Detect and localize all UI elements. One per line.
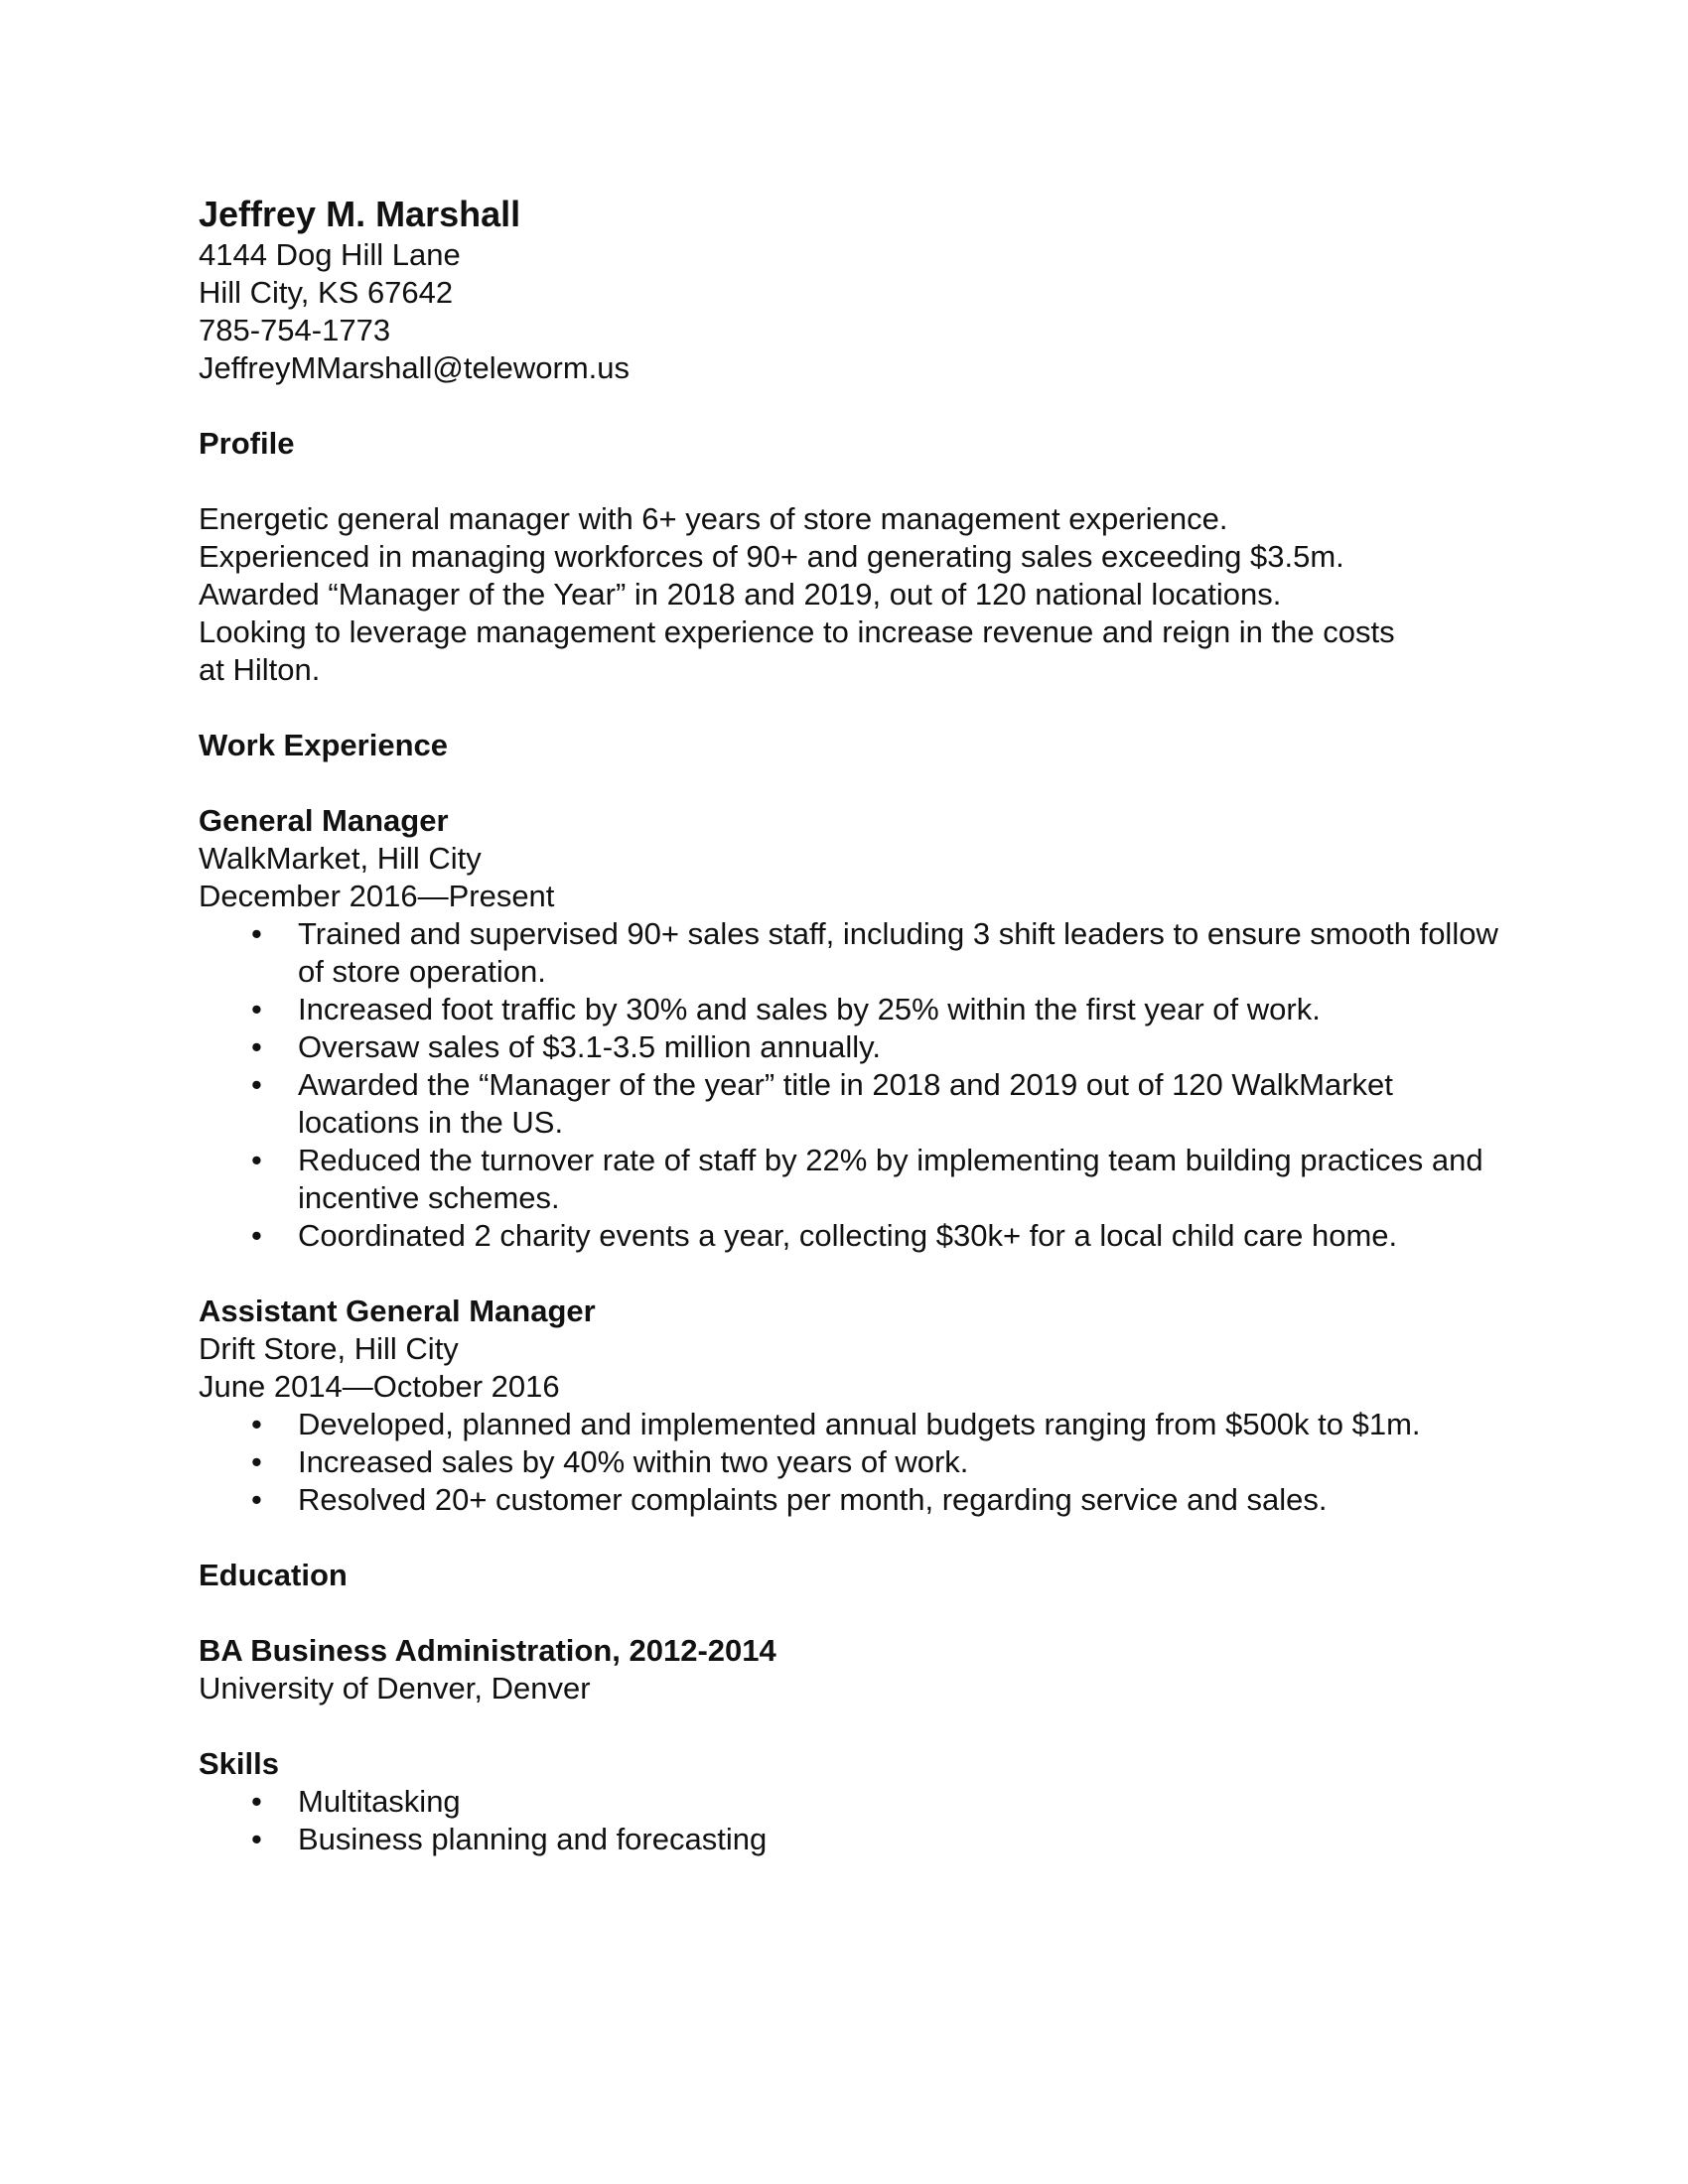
profile-line: Looking to leverage management experience to increase revenue and reign in the costs bbox=[199, 614, 1395, 649]
address-line-1: 4144 Dog Hill Lane bbox=[199, 237, 461, 272]
bullet-icon: • bbox=[251, 1067, 262, 1102]
phone-number: 785-754-1773 bbox=[199, 313, 391, 347]
job-bullet-text: Oversaw sales of $3.1-3.5 million annually. bbox=[298, 1029, 881, 1064]
skills-list bbox=[199, 1783, 1509, 1858]
bullet-icon: • bbox=[251, 1822, 262, 1856]
bullet-icon: • bbox=[251, 1218, 262, 1253]
skill-item bbox=[199, 1783, 1509, 1821]
email-address: JeffreyMMarshall@teleworm.us bbox=[199, 350, 631, 385]
job-bullet-text: Coordinated 2 charity events a year, collecting $30k+ for a local child care home. bbox=[298, 1218, 1398, 1253]
job-company: Drift Store, Hill City bbox=[199, 1331, 459, 1366]
skill-text: Business planning and forecasting bbox=[298, 1822, 768, 1856]
job-bullet-text: Reduced the turnover rate of staff by 22% by implementing team building practices and incentive schemes. bbox=[298, 1143, 1483, 1215]
profile-line: Energetic general manager with 6+ years of store management experience. bbox=[199, 501, 1228, 536]
job-bullet bbox=[199, 1406, 1509, 1443]
profile-heading: Profile bbox=[199, 426, 295, 461]
education-school: University of Denver, Denver bbox=[199, 1671, 591, 1706]
skill-text: Multitasking bbox=[298, 1784, 461, 1819]
job-bullet bbox=[199, 991, 1509, 1028]
bullet-icon: • bbox=[251, 1143, 262, 1177]
bullet-icon: • bbox=[251, 1444, 262, 1479]
bullet-icon: • bbox=[251, 916, 262, 951]
address-line-2: Hill City, KS 67642 bbox=[199, 275, 454, 310]
profile-line: at Hilton. bbox=[199, 652, 321, 687]
job-title: General Manager bbox=[199, 803, 449, 838]
resume-page bbox=[199, 195, 1509, 1858]
job-bullet bbox=[199, 1066, 1509, 1142]
bullet-icon: • bbox=[251, 1482, 262, 1517]
job-bullet bbox=[199, 1028, 1509, 1066]
work-experience-heading: Work Experience bbox=[199, 728, 448, 762]
job-bullet-text: Resolved 20+ customer complaints per month, regarding service and sales. bbox=[298, 1482, 1328, 1517]
job-bullet-text: Developed, planned and implemented annual budgets ranging from $500k to $1m. bbox=[298, 1407, 1421, 1441]
job-company: WalkMarket, Hill City bbox=[199, 841, 482, 876]
job-bullet bbox=[199, 1142, 1509, 1217]
job-bullet-text: Increased sales by 40% within two years of work. bbox=[298, 1444, 969, 1479]
skills-heading: Skills bbox=[199, 1746, 279, 1781]
job-bullet bbox=[199, 915, 1509, 991]
job-bullet bbox=[199, 1217, 1509, 1255]
bullet-icon: • bbox=[251, 1784, 262, 1819]
job-dates: December 2016—Present bbox=[199, 879, 555, 913]
job-bullet bbox=[199, 1481, 1509, 1519]
job-bullet-text: Trained and supervised 90+ sales staff, including 3 shift leaders to ensure smooth follow of store operation. bbox=[298, 916, 1498, 989]
job-title: Assistant General Manager bbox=[199, 1294, 596, 1328]
job-dates: June 2014—October 2016 bbox=[199, 1369, 560, 1404]
job-bullet-list bbox=[199, 915, 1509, 1255]
job-bullet-text: Awarded the “Manager of the year” title in 2018 and 2019 out of 120 WalkMarket locations in the US. bbox=[298, 1067, 1393, 1140]
skill-item bbox=[199, 1821, 1509, 1858]
candidate-name: Jeffrey M. Marshall bbox=[199, 194, 521, 234]
education-degree: BA Business Administration, 2012-2014 bbox=[199, 1633, 776, 1668]
bullet-icon: • bbox=[251, 992, 262, 1026]
profile-line: Experienced in managing workforces of 90+ and generating sales exceeding $3.5m. bbox=[199, 539, 1344, 574]
education-heading: Education bbox=[199, 1558, 348, 1592]
job-bullet-list bbox=[199, 1406, 1509, 1519]
job-bullet-text: Increased foot traffic by 30% and sales by 25% within the first year of work. bbox=[298, 992, 1321, 1026]
bullet-icon: • bbox=[251, 1407, 262, 1441]
job-bullet bbox=[199, 1443, 1509, 1481]
profile-line: Awarded “Manager of the Year” in 2018 and 2019, out of 120 national locations. bbox=[199, 577, 1282, 612]
bullet-icon: • bbox=[251, 1029, 262, 1064]
